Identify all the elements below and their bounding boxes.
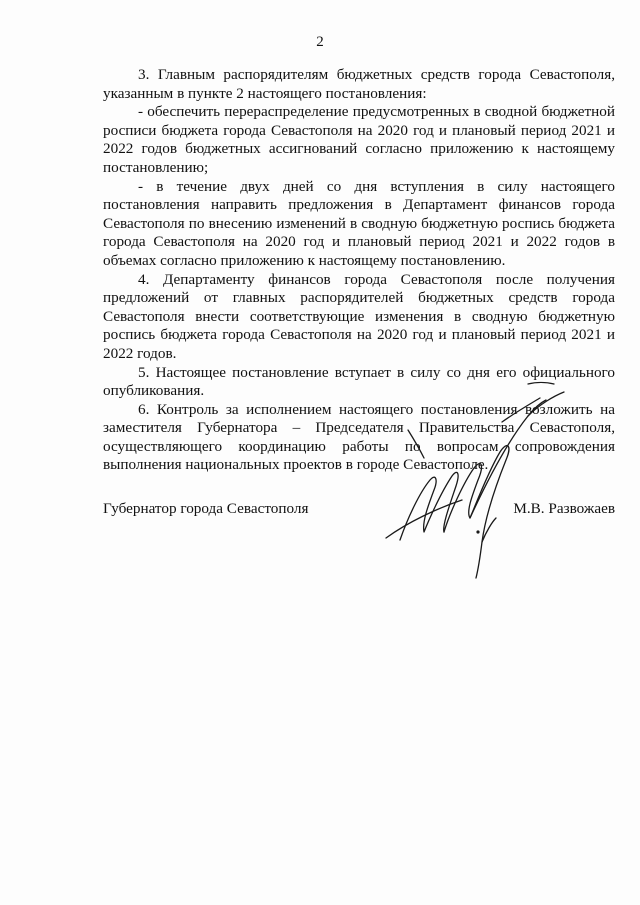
paragraph-4: 4. Департаменту финансов города Севастополя после получения предложений от главных распорядителей бюджетных средств города Севастополя внести соответствующие изменения в сводную бюджетную роспись бюджета города Севастополя на 2020 год и плановый период 2021 и 2022 годов. bbox=[103, 270, 615, 362]
paragraph-6: 6. Контроль за исполнением настоящего постановления возложить на заместителя Губернатора – Председателя Правительства Севастополя, осуществляющего координацию работы по вопросам сопровождения выполнения национальных проектов в городе Севастополе. bbox=[103, 400, 615, 474]
signatory-name: М.В. Развожаев bbox=[513, 500, 615, 517]
handwritten-signature bbox=[378, 372, 568, 582]
paragraph-3-item-2: - в течение двух дней со дня вступления в силу настоящего постановления направить предложения в Департамент финансов города Севастополя по внесению изменений в сводную бюджетную роспись бюджета города Севастополя на 2020 год и плановый период 2021 и 2022 годов в объемах согласно приложению к настоящему постановлению. bbox=[103, 177, 615, 269]
paragraph-3: 3. Главным распорядителям бюджетных средств города Севастополя, указанным в пункте 2 настоящего постановления: bbox=[103, 66, 615, 102]
page-number: 2 bbox=[316, 34, 324, 50]
paragraph-3-item-1: - обеспечить перераспределение предусмотренных в сводной бюджетной росписи бюджета города Севастополя на 2020 год и плановый период 2021 и 2022 годов бюджетных ассигнований согласно приложению к настоящему постановлению; bbox=[103, 103, 615, 176]
paragraph-5: 5. Настоящее постановление вступает в силу со дня его официального опубликования. bbox=[103, 363, 615, 400]
signatory-position: Губернатор города Севастополя bbox=[103, 500, 309, 517]
